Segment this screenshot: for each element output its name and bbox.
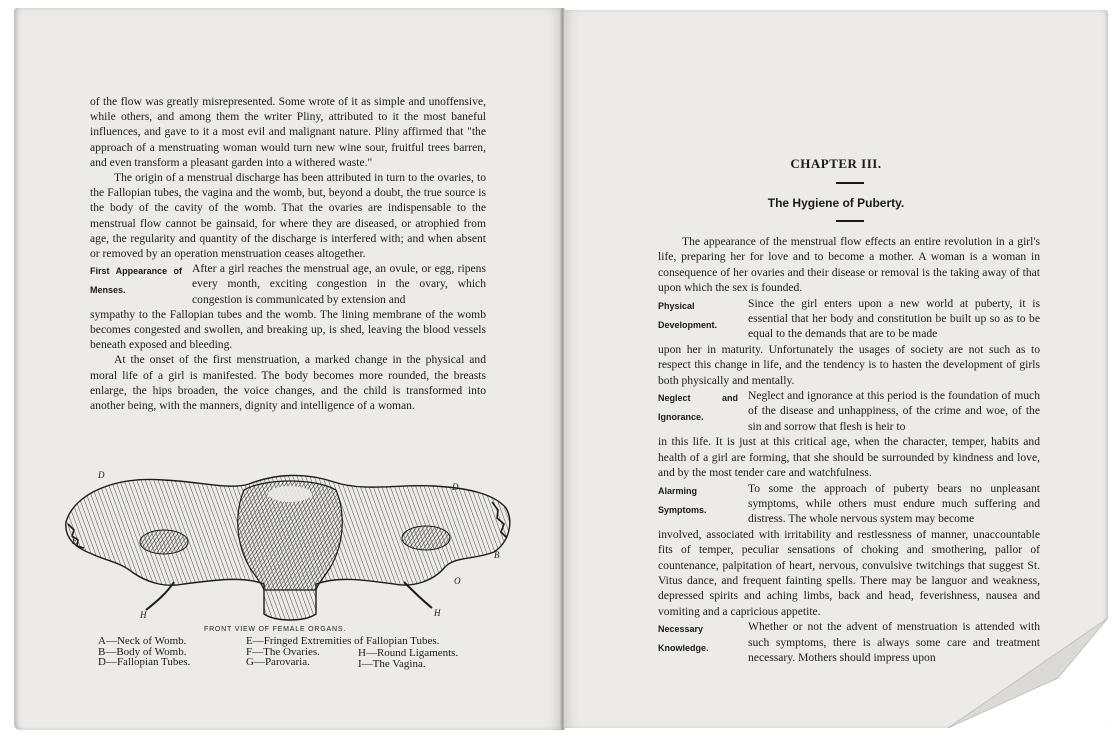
paragraph: The appearance of the menstrual flow effects an entire revolution in a girl's life, preparing her for love and to become a mother. A woman is a woman in consequence of her ovaries and their disease or removal is the taking away of that upon which the sex is founded. xyxy=(658,235,1040,295)
side-note-text: Whether or not the advent of menstruation is attended with such symptoms, there is always some care and treatment necessary. Mothers should impress upon xyxy=(748,620,1040,664)
paragraph: of the flow was greatly misrepresented. Some wrote of it as simple and unoffensive, while others, and among them the writer Pliny, attributed to it the most baneful influences, and gave to it a most evil and malignant nature. Pliny affirmed that "the approach of a menstruating woman would turn new wine sour, fruitful trees barren, and even transform a pleasant garden into a withered waste." xyxy=(90,95,486,169)
legend-item: H—Round Ligaments. xyxy=(358,647,459,659)
paragraph: in this life. It is just at this critical age, when the character, temper, habits and health of a girl are forming, that she should be surrounded by kindness and love, and by the most tender care and watchfulness. xyxy=(658,435,1040,480)
chapter-title: The Hygiene of Puberty. xyxy=(767,196,905,210)
figure-letter: H xyxy=(140,610,147,620)
side-note-label: Physical Development. xyxy=(658,300,718,330)
figure-letter: B xyxy=(494,550,500,560)
anatomy-illustration xyxy=(54,464,524,626)
side-note-label: Neglect and Ignorance. xyxy=(658,393,738,423)
figure-letter: E xyxy=(72,536,78,546)
figure-legend xyxy=(358,648,458,669)
figure-letter: D xyxy=(452,482,459,492)
legend-item: D—Fallopian Tubes. xyxy=(98,656,191,668)
side-note-label: Necessary Knowledge. xyxy=(658,624,709,654)
side-note-text: To some the approach of puberty bears no unpleasant symptoms, while others must endure much suffering and distress. The whole nervous system may become xyxy=(748,481,1040,526)
legend-item: I—The Vagina. xyxy=(358,657,426,670)
side-note-block xyxy=(658,388,1040,434)
right-page xyxy=(564,10,1108,728)
figure-letter: D xyxy=(98,470,105,480)
paragraph: upon her in maturity. Unfortunately the usages of society are not such as to respect this change in life, and the tendency is to hasten the development of girls both physically and mentally. xyxy=(658,342,1040,387)
side-note-text: Neglect and ignorance at this period is the foundation of much of the disease and unhappiness, of the crime and woe, of the sin and sorrow that flesh is heir to xyxy=(748,389,1040,433)
side-note-block xyxy=(658,296,1040,342)
chapter-heading: CHAPTER III. xyxy=(790,156,882,171)
side-note-text: After a girl reaches the menstrual age, an ovule, or egg, ripens every month, exciting congestion in the ovary, which congestion is communicated by extension and xyxy=(192,262,486,306)
side-note-label: Alarming Symptoms. xyxy=(658,485,707,515)
divider xyxy=(836,182,864,184)
left-page-text xyxy=(90,94,486,413)
figure-legend xyxy=(98,636,190,668)
folded-page-corner xyxy=(908,618,1108,728)
left-page xyxy=(14,8,561,730)
side-note-text: Since the girl enters upon a new world at puberty, it is essential that her body and constitution be built up so as to be equal to the demands that are to be made xyxy=(748,296,1040,341)
paragraph: sympathy to the Fallopian tubes and the womb. The lining membrane of the womb becomes congested and swollen, and breaking up, is shed, leaving the blood vessels beneath exposed and bleeding. xyxy=(90,307,486,352)
paragraph: At the onset of the first menstruation, a marked change in the physical and moral life of a girl is manifested. The body becomes more rounded, the breasts enlarge, the hips broaden, the voice changes, and the child is transformed into another being, with the manners, dignity and intelligence of a woman. xyxy=(90,353,486,413)
figure-caption: FRONT VIEW OF FEMALE ORGANS. xyxy=(204,626,347,633)
side-note-block xyxy=(658,481,1040,527)
side-note-block xyxy=(90,261,486,307)
legend-item: B—Body of Womb. xyxy=(98,645,187,658)
legend-item: F—The Ovaries. xyxy=(246,645,320,658)
paragraph: The origin of a menstrual discharge has been attributed in turn to the ovaries, to the Fallopian tubes, the vagina and the womb, but, beyond a doubt, the true source is the body of the cavity of the womb. That the ovaries are indispensable to the menstrual flow cannot be gainsaid, for where they are diseased, or atrophied from age, the regularity and quantity of the discharge is interfered with; and when absent or removed by an operation menstruation ceases altogether. xyxy=(90,171,486,261)
paragraph: involved, associated with irritability and restlessness of manner, unaccountable fits of temper, peculiar sensations of choking and smothering, pallor of countenance, palpitation of heart, nervous, convulsive twitchings that suggest St. Vitus dance, and frequent fainting spells. There may be languor and weakness, depressed spirits and aching limbs, back and head, feverishness, nausea and vomiting and a capricious appetite. xyxy=(658,527,1040,618)
legend-item: A—Neck of Womb. xyxy=(98,635,187,647)
figure-letter: H xyxy=(434,608,441,618)
legend-item: E—Fringed Extremities of Fallopian Tubes. xyxy=(246,635,440,647)
right-page-text xyxy=(658,234,1040,665)
side-note-label: First Appearance of Menses. xyxy=(90,266,182,296)
legend-item: G—Parovaria. xyxy=(246,656,310,668)
divider xyxy=(836,220,864,222)
figure-letter: O xyxy=(454,576,461,586)
